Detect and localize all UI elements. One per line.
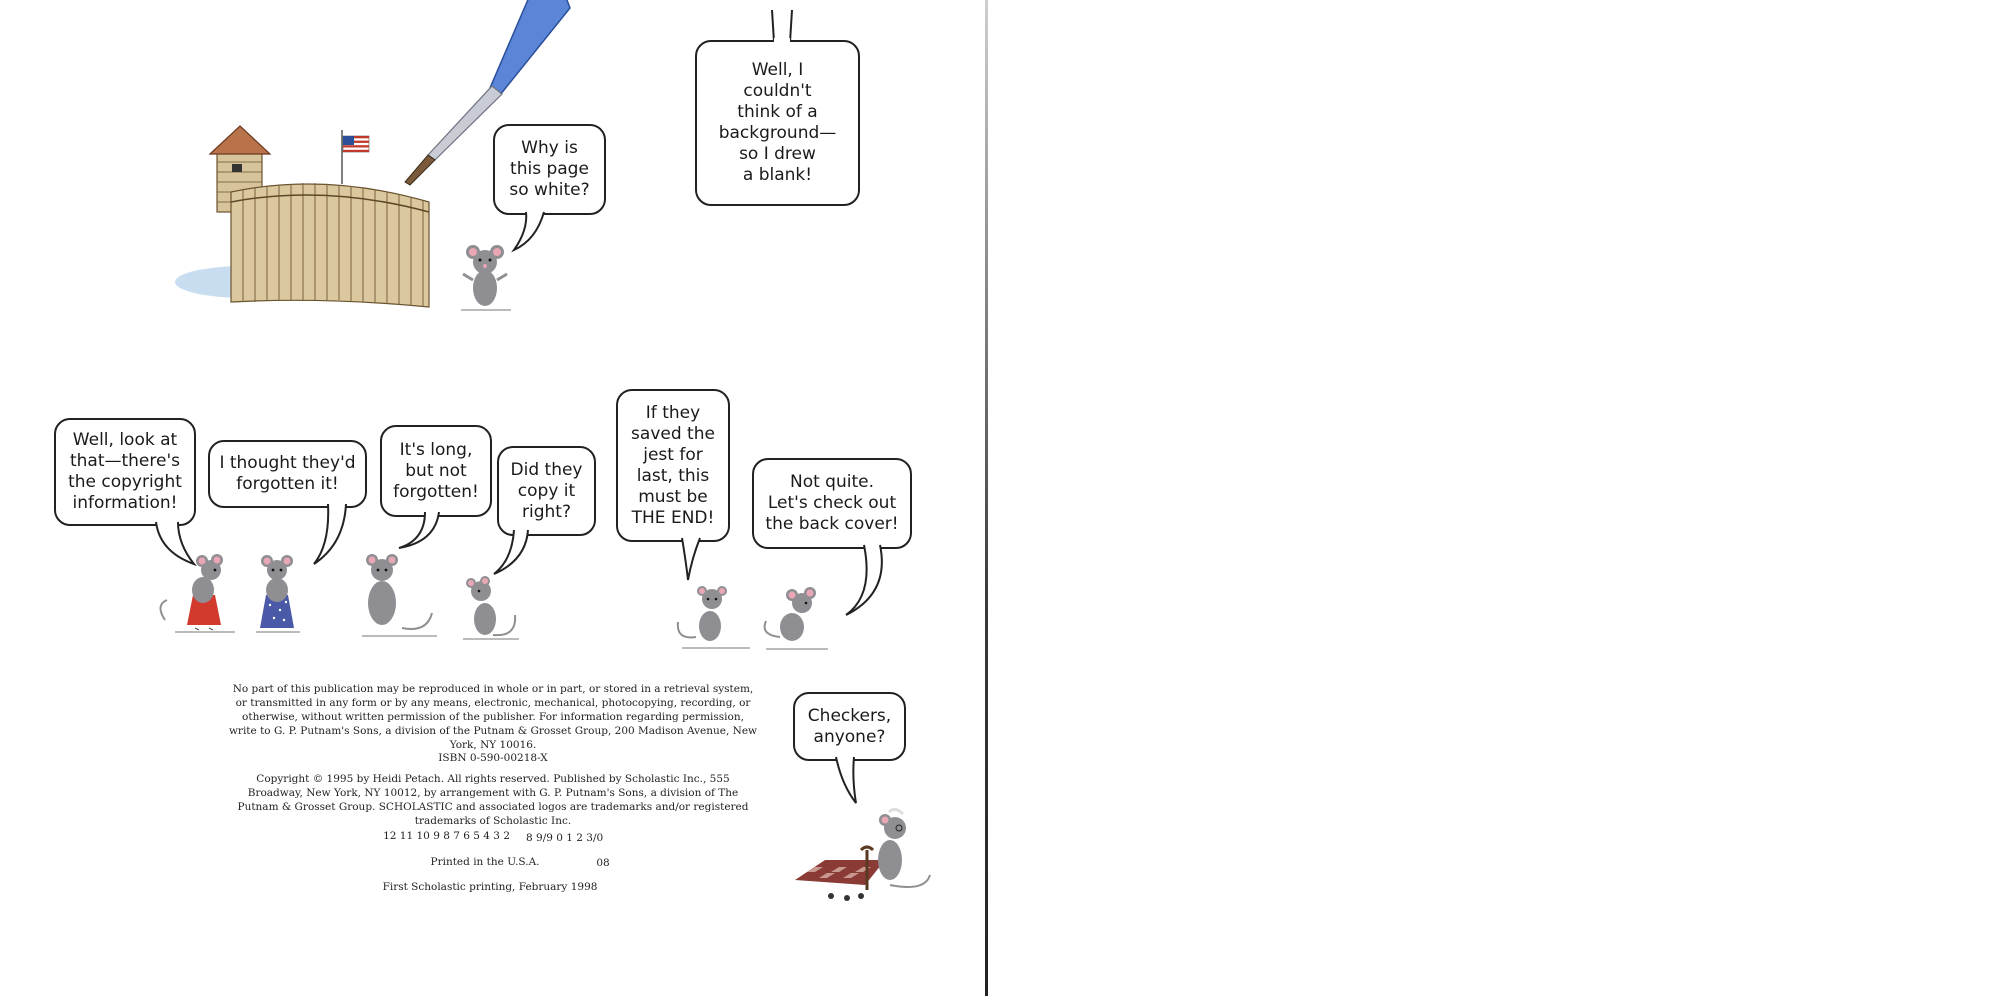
mouse-the-end [672, 582, 752, 652]
mouse-back-cover [758, 585, 833, 653]
permissions-notice: No part of this publication may be reproduced in whole or in part, or stored in a retrieval system, or transmitted in any form or by any means, electronic, mechanical, photocopying, recording, or otherwise, without written permission of the publisher. For information regarding permission, write to G. P. Putnam's Sons, a division of the Putnam & Grosset Group, 200 Madison Avenue, New York, NY 10016. [228, 683, 758, 751]
speech-bubble-long-not-forgotten: It's long, but not forgotten! [380, 425, 492, 517]
printed-code: 08 [596, 857, 610, 869]
right-page-blank [992, 0, 2000, 996]
log-fort-illustration [185, 122, 445, 312]
mouse-blue-dress [248, 550, 308, 635]
printed-in: Printed in the U.S.A. [430, 856, 540, 868]
copyright-notice: Copyright © 1995 by Heidi Petach. All rights reserved. Published by Scholastic Inc., 555 Broadway, New York, NY 10012, by arrangement with G. P. Putnam's Sons, a division of The Putnam & Grosset Group. SCHOLASTIC and associated logos are trademarks and/or registered trademarks of Scholastic Inc. [237, 773, 749, 827]
bubble-tail [150, 522, 200, 567]
speech-bubble-checkers: Checkers, anyone? [793, 692, 906, 761]
speech-bubble-drew-blank: Well, I couldn't think of a background— so I drew a blank! [695, 40, 860, 206]
speech-bubble-why-white: Why is this page so white? [493, 124, 606, 215]
bubble-tail [508, 210, 548, 255]
mouse-standing [352, 548, 442, 640]
print-line-right: 8 9/9 0 1 2 3/0 [526, 832, 604, 844]
fort-palisade [231, 183, 429, 307]
mouse-small [455, 575, 525, 643]
mouse-fort-speaker [455, 238, 515, 313]
speech-bubble-back-cover: Not quite. Let's check out the back cover! [752, 458, 912, 549]
speech-bubble-forgotten: I thought they'd forgotten it! [208, 440, 367, 508]
bubble-tail [492, 530, 532, 580]
bubble-tail [395, 512, 445, 552]
page-gutter [985, 0, 988, 996]
speech-bubble-copy-right: Did they copy it right? [497, 446, 596, 536]
bubble-tail [678, 538, 708, 584]
bubble-tail [840, 545, 890, 620]
speech-bubble-the-end: If they saved the jest for last, this must be THE END! [616, 389, 730, 542]
speech-bubble-copyright-info: Well, look at that—there's the copyright information! [54, 418, 196, 526]
print-line-left: 12 11 10 9 8 7 6 5 4 3 2 [383, 830, 510, 842]
isbn: ISBN 0-590-00218-X [438, 752, 548, 764]
bubble-tail [770, 10, 794, 44]
first-printing: First Scholastic printing, February 1998 [382, 881, 598, 893]
bubble-tail [830, 757, 870, 807]
checker-board [795, 860, 885, 885]
bubble-tail [310, 504, 350, 569]
mouse-checkers [795, 800, 935, 900]
